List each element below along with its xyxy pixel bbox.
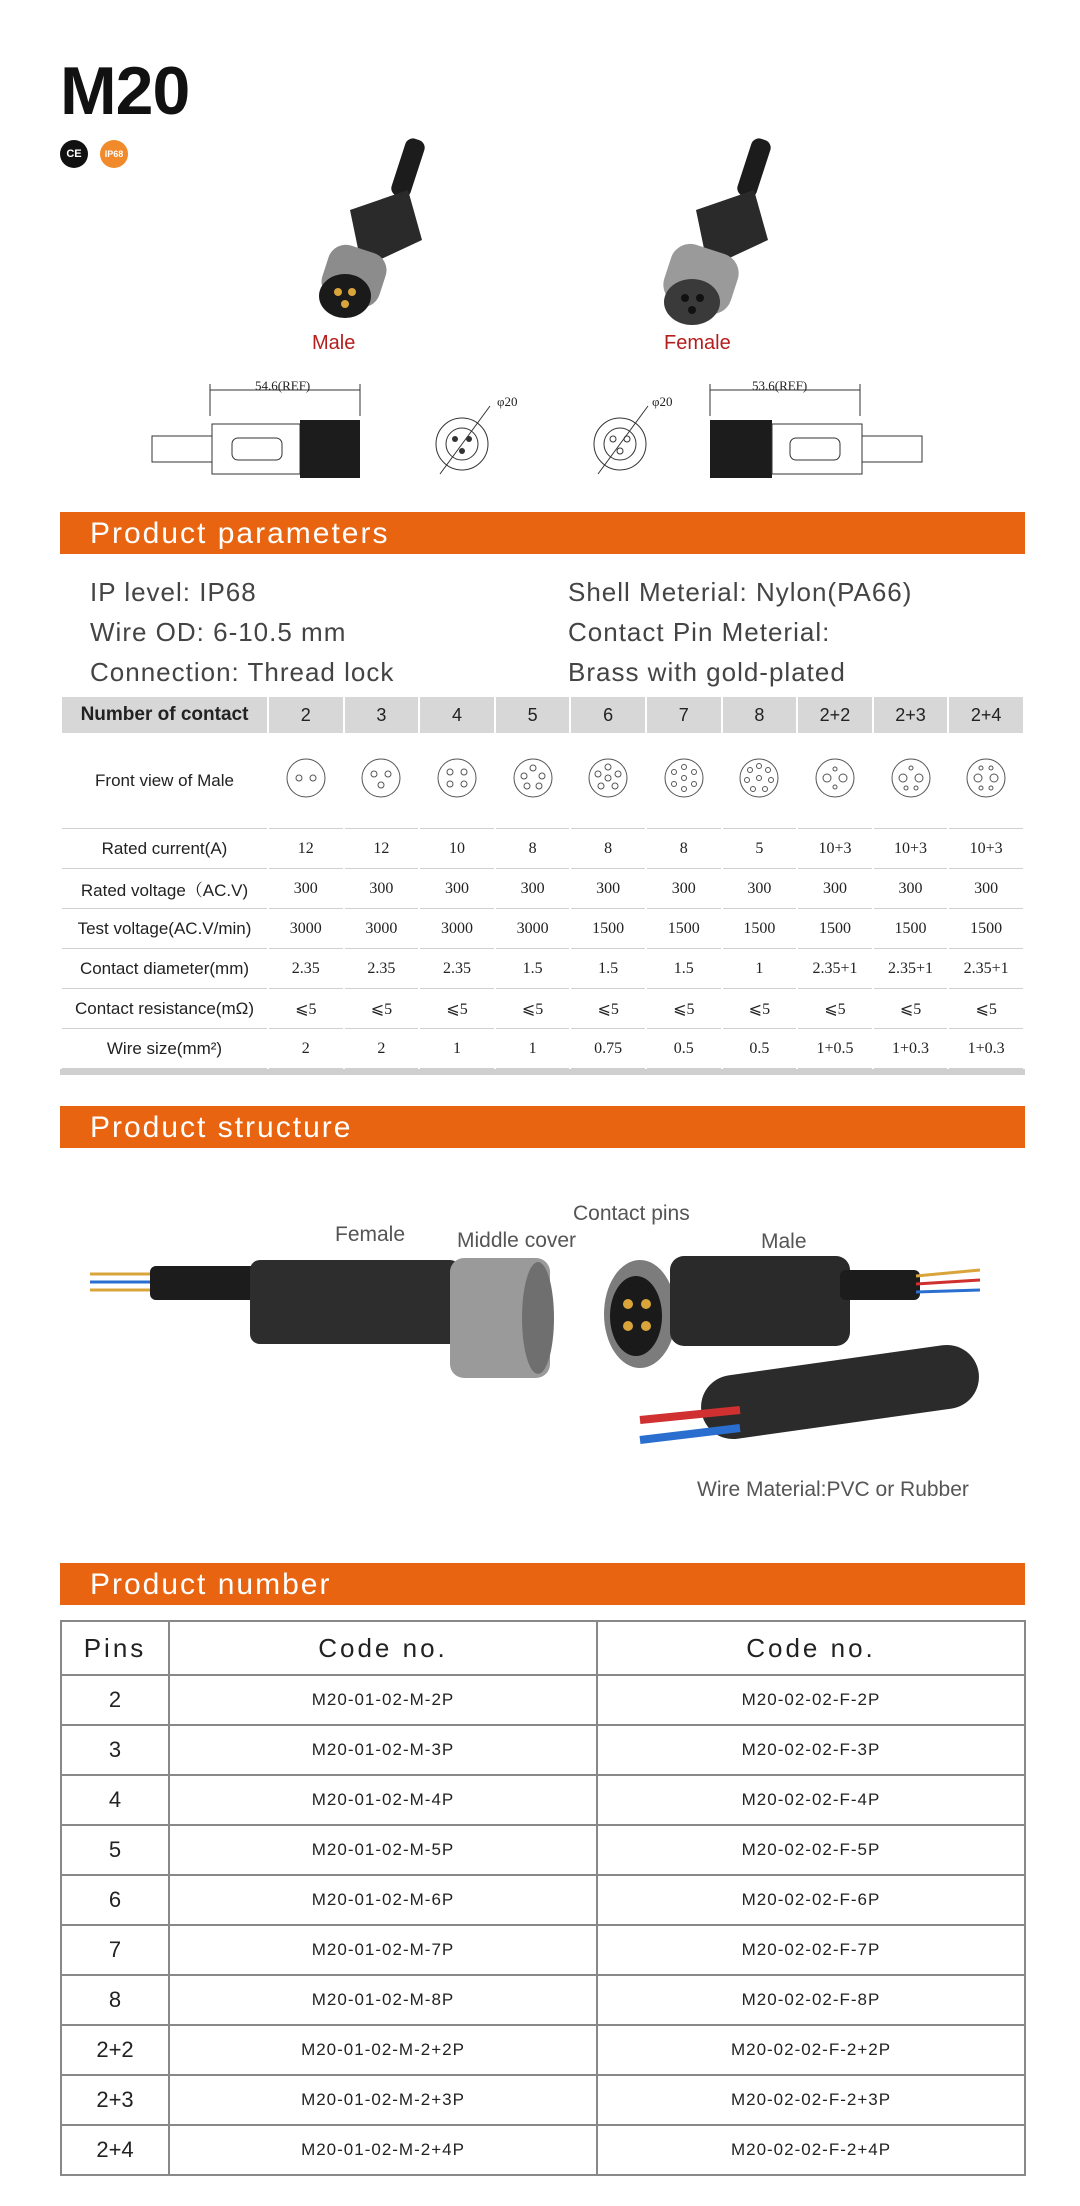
- spec-cell: 300: [496, 869, 570, 909]
- pins-cell: 5: [61, 1825, 169, 1875]
- female-code-cell: M20-02-02-F-2+2P: [597, 2025, 1025, 2075]
- spec-cell: 3000: [269, 909, 343, 949]
- female-code-cell: M20-02-02-F-2+3P: [597, 2075, 1025, 2125]
- spec-cell: ⩽5: [420, 989, 494, 1029]
- spec-cell: 300: [647, 869, 721, 909]
- spec-cell: ⩽5: [496, 989, 570, 1029]
- spec-cell: 8: [647, 829, 721, 869]
- spec-cell: 8: [571, 829, 645, 869]
- female-side-drawing: [710, 384, 922, 478]
- product-number-table: [60, 1620, 1026, 2176]
- pins-cell: 3: [61, 1725, 169, 1775]
- pin-face-5-icon: [512, 757, 554, 799]
- spec-cell: 1500: [874, 909, 948, 949]
- pins-cell: 2: [61, 1675, 169, 1725]
- callout-contact-pins: Contact pins: [573, 1202, 690, 1225]
- spec-cell: 1: [723, 949, 797, 989]
- section-banner-number: Product number: [60, 1563, 1025, 1605]
- param-shell-material: Shell Meterial: Nylon(PA66): [568, 577, 913, 607]
- section-banner-parameters: Product parameters: [60, 512, 1025, 554]
- male-code-cell: M20-01-02-M-3P: [169, 1725, 597, 1775]
- header-code-male: Code no.: [169, 1621, 597, 1675]
- spec-cell: 300: [269, 869, 343, 909]
- product-number-header: [61, 1621, 1025, 1675]
- pin-face-2plus2-icon: [814, 757, 856, 799]
- spec-row-label: Contact diameter(mm): [62, 949, 267, 989]
- male-code-cell: M20-01-02-M-7P: [169, 1925, 597, 1975]
- spec-cell: 300: [420, 869, 494, 909]
- spec-cell: 5: [723, 829, 797, 869]
- contact-count: 7: [647, 697, 721, 733]
- spec-cell: 10+3: [949, 829, 1023, 869]
- male-code-cell: M20-01-02-M-2+2P: [169, 2025, 597, 2075]
- female-code-cell: M20-02-02-F-4P: [597, 1775, 1025, 1825]
- spec-cell: 8: [496, 829, 570, 869]
- male-code-cell: M20-01-02-M-5P: [169, 1825, 597, 1875]
- spec-cell: ⩽5: [647, 989, 721, 1029]
- pin-face-2plus4-icon: [965, 757, 1007, 799]
- female-code-cell: M20-02-02-F-5P: [597, 1825, 1025, 1875]
- spec-cell: 2: [345, 1029, 419, 1069]
- spec-cell: ⩽5: [571, 989, 645, 1029]
- male-code-cell: M20-01-02-M-2+4P: [169, 2125, 597, 2175]
- contact-count: 6: [571, 697, 645, 733]
- male-length-dimension: 54.6(REF): [255, 378, 311, 393]
- callout-female: Female: [335, 1223, 406, 1246]
- spec-cell: 0.5: [647, 1029, 721, 1069]
- callout-wire-material: Wire Material:PVC or Rubber: [697, 1478, 969, 1501]
- spec-row-contact-resistance: [62, 989, 1023, 1029]
- spec-cell: 1.5: [571, 949, 645, 989]
- header-code-female: Code no.: [597, 1621, 1025, 1675]
- spec-cell: 1500: [723, 909, 797, 949]
- contact-count: 5: [496, 697, 570, 733]
- spec-cell: 1500: [571, 909, 645, 949]
- spec-cell: 12: [345, 829, 419, 869]
- spec-table-bottom-bar: [60, 1069, 1025, 1075]
- header-pins: Pins: [61, 1621, 169, 1675]
- spec-row-contact-diameter: [62, 949, 1023, 989]
- contact-count: 2: [269, 697, 343, 733]
- pin-face-3-icon: [360, 757, 402, 799]
- spec-row-rated-current: [62, 829, 1023, 869]
- spec-cell: 0.5: [723, 1029, 797, 1069]
- male-diameter-dimension: φ20: [497, 394, 518, 409]
- param-connection: Connection: Thread lock: [90, 657, 395, 687]
- pins-cell: 8: [61, 1975, 169, 2025]
- pin-face-4-icon: [436, 757, 478, 799]
- pin-face-7-icon: [663, 757, 705, 799]
- female-code-cell: M20-02-02-F-7P: [597, 1925, 1025, 1975]
- spec-table-container: [60, 697, 1025, 1075]
- male-code-cell: M20-01-02-M-4P: [169, 1775, 597, 1825]
- male-code-cell: M20-01-02-M-2+3P: [169, 2075, 597, 2125]
- front-view-label: Front view of Male: [62, 733, 267, 829]
- param-contact-pin-material: Contact Pin Meterial:: [568, 617, 831, 647]
- spec-cell: 1: [420, 1029, 494, 1069]
- contact-count: 2+3: [874, 697, 948, 733]
- spec-row-label: Rated voltage（AC.V): [62, 869, 267, 909]
- female-label: Female: [664, 332, 731, 354]
- table-row: [61, 1675, 1025, 1725]
- spec-row-rated-voltage: [62, 869, 1023, 909]
- table-row: [61, 2075, 1025, 2125]
- male-side-drawing: [152, 384, 360, 478]
- contact-count: 3: [345, 697, 419, 733]
- spec-cell: ⩽5: [874, 989, 948, 1029]
- male-code-cell: M20-01-02-M-2P: [169, 1675, 597, 1725]
- spec-cell: 1+0.3: [874, 1029, 948, 1069]
- spec-cell: 1500: [949, 909, 1023, 949]
- spec-cell: 2.35: [420, 949, 494, 989]
- male-connector-image: [290, 130, 450, 330]
- spec-cell: 300: [571, 869, 645, 909]
- spec-cell: 300: [798, 869, 872, 909]
- section-banner-structure: Product structure: [60, 1106, 1025, 1148]
- pins-cell: 2+3: [61, 2075, 169, 2125]
- param-plating: Brass with gold-plated: [568, 657, 846, 687]
- pins-cell: 2+2: [61, 2025, 169, 2075]
- callout-middle-cover: Middle cover: [457, 1229, 577, 1252]
- spec-cell: 300: [345, 869, 419, 909]
- pin-face-6-icon: [587, 757, 629, 799]
- technical-drawings: [150, 376, 940, 496]
- spec-cell: 10: [420, 829, 494, 869]
- parameters-left: [90, 572, 394, 692]
- male-code-cell: M20-01-02-M-8P: [169, 1975, 597, 2025]
- contact-count: 8: [723, 697, 797, 733]
- female-code-cell: M20-02-02-F-2P: [597, 1675, 1025, 1725]
- table-row: [61, 2125, 1025, 2175]
- pin-face-8-icon: [738, 757, 780, 799]
- spec-row-label: Contact resistance(mΩ): [62, 989, 267, 1029]
- contact-count: 2+4: [949, 697, 1023, 733]
- female-code-cell: M20-02-02-F-3P: [597, 1725, 1025, 1775]
- pins-cell: 4: [61, 1775, 169, 1825]
- ip68-badge-icon: IP68: [100, 140, 128, 168]
- ce-mark-icon: CE: [60, 140, 88, 168]
- pins-cell: 7: [61, 1925, 169, 1975]
- callout-male: Male: [761, 1230, 807, 1253]
- spec-row-label: Wire size(mm²): [62, 1029, 267, 1069]
- spec-cell: 2: [269, 1029, 343, 1069]
- spec-row-label: Rated current(A): [62, 829, 267, 869]
- spec-cell: 300: [723, 869, 797, 909]
- table-row: [61, 1975, 1025, 2025]
- spec-cell: ⩽5: [269, 989, 343, 1029]
- table-row: [61, 1925, 1025, 1975]
- female-code-cell: M20-02-02-F-2+4P: [597, 2125, 1025, 2175]
- spec-cell: ⩽5: [798, 989, 872, 1029]
- spec-cell: 12: [269, 829, 343, 869]
- spec-cell: 10+3: [798, 829, 872, 869]
- pin-face-2-icon: [285, 757, 327, 799]
- female-code-cell: M20-02-02-F-6P: [597, 1875, 1025, 1925]
- male-label: Male: [312, 332, 356, 354]
- spec-cell: 0.75: [571, 1029, 645, 1069]
- spec-cell: 1: [496, 1029, 570, 1069]
- spec-cell: 3000: [496, 909, 570, 949]
- spec-header-label: Number of contact: [62, 697, 267, 733]
- spec-row-label: Test voltage(AC.V/min): [62, 909, 267, 949]
- page-title: M20: [60, 53, 190, 129]
- spec-cell: 2.35: [269, 949, 343, 989]
- table-row: [61, 1825, 1025, 1875]
- pin-face-2plus3-icon: [890, 757, 932, 799]
- table-row: [61, 1875, 1025, 1925]
- table-row: [61, 1725, 1025, 1775]
- spec-cell: 3000: [345, 909, 419, 949]
- spec-cell: 2.35+1: [949, 949, 1023, 989]
- female-length-dimension: 53.6(REF): [752, 378, 808, 393]
- spec-cell: ⩽5: [723, 989, 797, 1029]
- female-code-cell: M20-02-02-F-8P: [597, 1975, 1025, 2025]
- spec-cell: 1+0.5: [798, 1029, 872, 1069]
- female-connector-image: [640, 130, 800, 330]
- spec-header-row: [62, 697, 1023, 733]
- spec-cell: 1500: [647, 909, 721, 949]
- spec-cell: ⩽5: [345, 989, 419, 1029]
- contact-count: 2+2: [798, 697, 872, 733]
- spec-table: [60, 697, 1025, 1069]
- param-wire-od: Wire OD: 6-10.5 mm: [90, 617, 347, 647]
- structure-illustration: [80, 1230, 1000, 1450]
- spec-cell: 2.35+1: [874, 949, 948, 989]
- pins-cell: 2+4: [61, 2125, 169, 2175]
- parameters-right: [568, 572, 912, 692]
- front-view-row: [62, 733, 1023, 829]
- spec-cell: ⩽5: [949, 989, 1023, 1029]
- spec-cell: 2.35+1: [798, 949, 872, 989]
- spec-row-wire-size: [62, 1029, 1023, 1069]
- spec-row-test-voltage: [62, 909, 1023, 949]
- spec-cell: 1500: [798, 909, 872, 949]
- male-code-cell: M20-01-02-M-6P: [169, 1875, 597, 1925]
- contact-count: 4: [420, 697, 494, 733]
- pins-cell: 6: [61, 1875, 169, 1925]
- female-diameter-dimension: φ20: [652, 394, 673, 409]
- spec-cell: 3000: [420, 909, 494, 949]
- spec-cell: 2.35: [345, 949, 419, 989]
- table-row: [61, 2025, 1025, 2075]
- param-ip-level: IP level: IP68: [90, 577, 257, 607]
- spec-cell: 300: [874, 869, 948, 909]
- table-row: [61, 1775, 1025, 1825]
- spec-cell: 1+0.3: [949, 1029, 1023, 1069]
- spec-cell: 300: [949, 869, 1023, 909]
- spec-cell: 1.5: [496, 949, 570, 989]
- spec-cell: 1.5: [647, 949, 721, 989]
- spec-cell: 10+3: [874, 829, 948, 869]
